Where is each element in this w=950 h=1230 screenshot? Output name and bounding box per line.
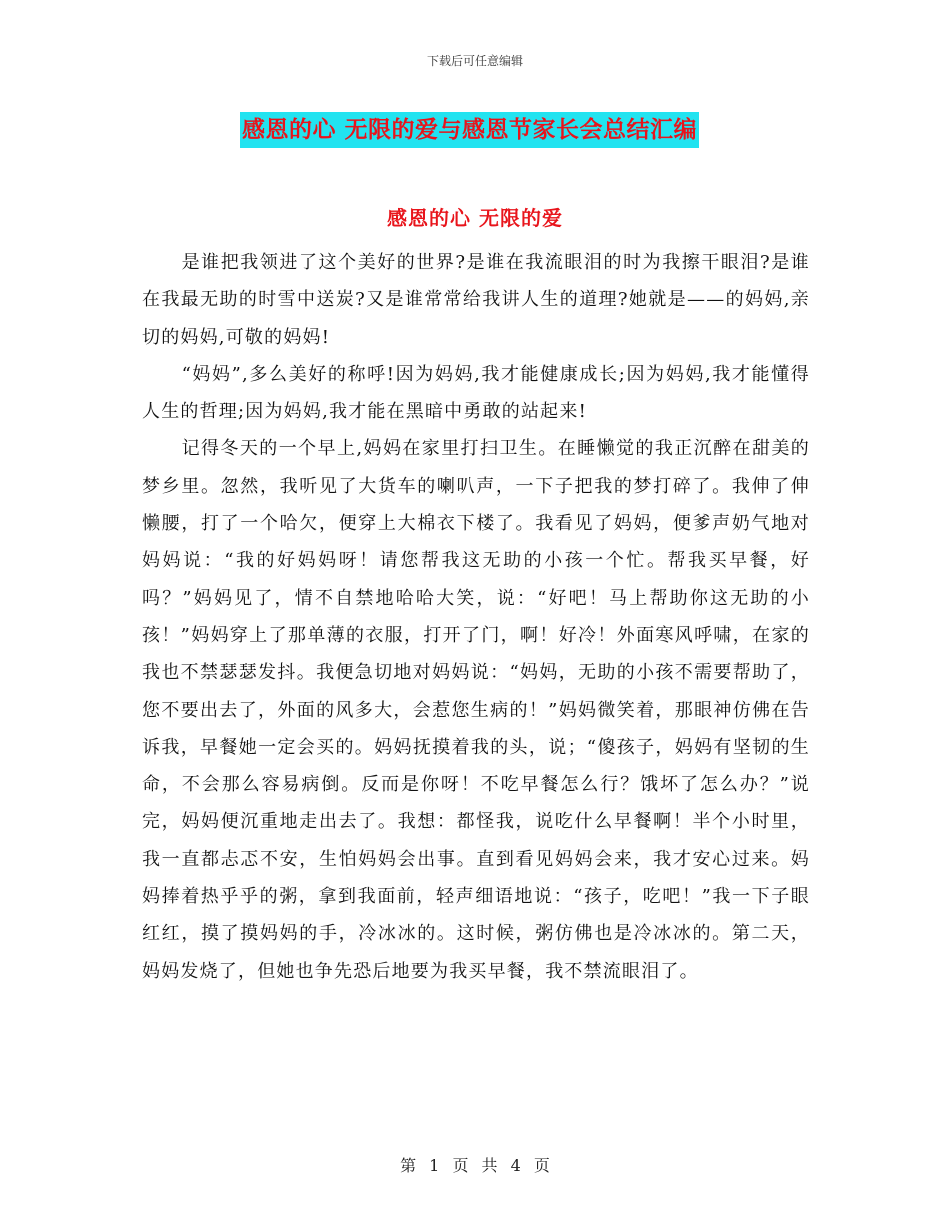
header-note: 下载后可任意编辑 [426,54,523,68]
article-body [142,244,810,990]
paragraph: 记得冬天的一个早上,妈妈在家里打扫卫生。在睡懒觉的我正沉醉在甜美的梦乡里。忽然，我听见了大货车的喇叭声，一下子把我的梦打碎了。我伸了伸懒腰，打了一个哈欠，便穿上大棉衣下楼了。我看见了妈妈，便爹声奶气地对妈妈说：“我的好妈妈呀！请您帮我这无助的小孩一个忙。帮我买早餐，好吗？”妈妈见了，情不自禁地哈哈大笑，说：“好吧！马上帮助你这无助的小孩！”妈妈穿上了那单薄的衣服，打开了门，啊！好冷！外面寒风呼啸，在家的我也不禁瑟瑟发抖。我便急切地对妈妈说：“妈妈，无助的小孩不需要帮助了，您不要出去了，外面的风多大，会惹您生病的！”妈妈微笑着，那眼神仿佛在告诉我，早餐她一定会买的。妈妈抚摸着我的头，说；“傻孩子，妈妈有坚韧的生命，不会那么容易病倒。反而是你呀！不吃早餐怎么行？饿坏了怎么办？”说完，妈妈便沉重地走出去了。我想：都怪我，说吃什么早餐啊！半个小时里，我一直都忐忑不安，生怕妈妈会出事。直到看见妈妈会来，我才安心过来。妈妈捧着热乎乎的粥，拿到我面前，轻声细语地说：“孩子，吃吧！”我一下子眼红红，摸了摸妈妈的手，冷冰冰的。这时候，粥仿佛也是冷冰冰的。第二天，妈妈发烧了，但她也争先恐后地要为我买早餐，我不禁流眼泪了。 [142,438,810,982]
paragraph: “妈妈”,多么美好的称呼!因为妈妈,我才能健康成长;因为妈妈,我才能懂得人生的哲理;因为妈妈,我才能在黑暗中勇敢的站起来! [142,363,810,423]
section-title: 感恩的心 无限的爱 [387,206,563,230]
page-number: 第 1 页 共 4 页 [400,1156,550,1175]
document-title: 感恩的心 无限的爱与感恩节家长会总结汇编 [240,112,699,148]
paragraph: 是谁把我领进了这个美好的世界?是谁在我流眼泪的时为我擦干眼泪?是谁在我最无助的时雪中送炭?又是谁常常给我讲人生的道理?她就是——的妈妈,亲切的妈妈,可敬的妈妈! [142,252,810,348]
